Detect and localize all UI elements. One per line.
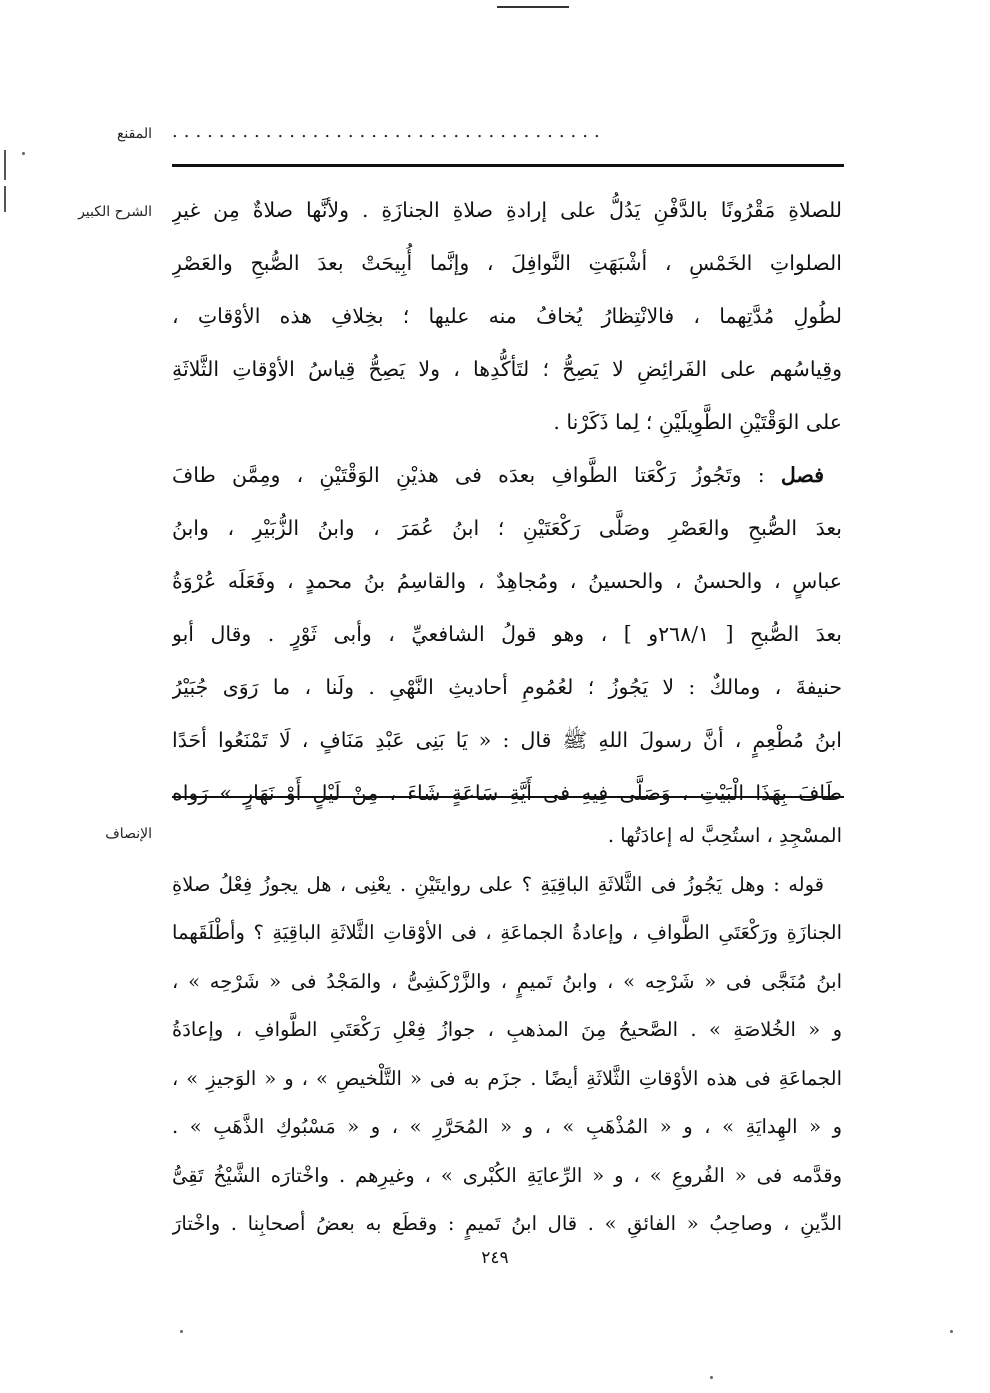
text-line: وقدَّمه فى « الفُروعِ » ، و « الرِّعايَةِ الكُبْرى » ، وغيرِهم . واخْتارَه الشَّيْخُ تَقِىُّ [172, 1163, 842, 1187]
text-line: و « الخُلاصَةِ » . الصَّحيحُ مِنَ المذهبِ ، جوازُ فِعْلِ رَكْعَتَىِ الطَّوافِ ، وإعادَةُ [172, 1018, 842, 1041]
text-line: بعدَ الصُّبحِ [ ٢٦٨/١و ] ، وهو قولُ الشافعيِّ ، وأبى ثَوْرٍ . وقال أبو [172, 622, 842, 646]
section-label-sharh: الشرح الكبير [78, 204, 152, 220]
scan-speck [950, 1330, 953, 1333]
fasl-line-text: : وتَجُوزُ رَكْعَتا الطَّوافِ بعدَه فى هذيْنِ الوَقْتَيْنِ ، ومِمَّن طافَ [172, 463, 765, 487]
fasl-heading: فصل [780, 463, 824, 487]
text-line: و « الهِدايَةِ » ، و « المُذْهَبِ » ، و « المُحَرَّرِ » ، و « مَسْبُوكِ الذَّهَبِ » . [172, 1115, 842, 1138]
scan-speck [180, 1330, 183, 1333]
text-line: ابنُ مُنَجَّى فى « شَرْحِه » ، وابنُ تَميمٍ ، والزَّرْكَشِىُّ ، والمَجْدُ فى « شَرْحِه » ، [172, 969, 842, 993]
text-line: قوله : وهل يَجُوزُ فى الثَّلاثَةِ الباقِيَةِ ؟ على روايتَيْنِ . يعْنِى ، هل يجوزُ فِعْلُ صلاةِ [172, 872, 824, 896]
header-dotted-leader: ..................................... [172, 122, 606, 142]
section-divider-rule [172, 796, 844, 798]
sharh-text-block [172, 184, 842, 820]
running-title: المقنع [116, 126, 152, 142]
section-label-insaf: الإنصاف [105, 826, 152, 842]
text-line: المسْجِدِ ، استُحِبَّ له إعادَتُها . [607, 824, 842, 847]
text-line: طَافَ بِهَذَا الْبَيْتِ ، وَصَلَّى فِيهِ فى أَيَّةِ سَاعَةٍ شَاءَ ، مِنْ لَيْلٍ أَوْ نَهَارٍ » رَواه [172, 781, 842, 805]
header-rule [172, 164, 844, 167]
scan-edge-mark [4, 150, 6, 180]
insaf-text-block [172, 812, 842, 1249]
text-line: عباسٍ ، والحسنُ ، والحسينُ ، ومُجاهِدٌ ، والقاسِمُ بنُ محمدٍ ، وفَعَلَه عُرْوَةُ [172, 569, 842, 593]
scan-speck [22, 152, 25, 155]
top-edge-rule [497, 6, 569, 8]
text-line: بعدَ الصُّبحِ والعَصْرِ وصَلَّى رَكْعَتَيْنِ ؛ ابنُ عُمَرَ ، وابنُ الزُّبَيْرِ ، وابنُ [172, 516, 842, 540]
text-line: ابنُ مُطْعِمٍ ، أنَّ رسولَ اللهِ ﷺ قال : « يَا بَنِى عَبْدِ مَنَافٍ ، لَا تَمْنَعُوا أحَدًا [172, 728, 842, 752]
text-line: الجنازَةِ ورَكْعَتَىِ الطَّوافِ ، وإعادةُ الجماعَةِ ، فى الأوْقاتِ الثَّلاثَةِ الباقِيَةِ ؟ وأطْلَقَهما [172, 921, 842, 944]
text-line: للصلاةِ مَقْرُونًا بالدَّفْنِ يَدُلُّ على إرادةِ صلاةِ الجنازَةِ . ولأنَّها صلاةٌ مِن غيرِ [172, 198, 842, 222]
text-line: الدِّينِ ، وصاحِبُ « الفائقِ » . قال ابنُ تَميمٍ : وقطَع به بعضُ أصحابِنا . واخْتارَ [172, 1212, 842, 1235]
page-number: ٢٤٩ [481, 1248, 509, 1268]
scan-speck [710, 1376, 713, 1379]
text-line: لطُولِ مُدَّتِهما ، فالانْتِظارُ يُخافُ منه عليها ؛ بخِلافِ هذه الأوْقاتِ ، [172, 304, 842, 328]
text-line: حنيفةَ ، ومالكٌ : لا يَجُوزُ ؛ لعُمُومِ أحاديثِ النَّهْىِ . ولَنا ، ما رَوَى جُبَيْرُ [172, 675, 842, 699]
scan-edge-mark [4, 186, 6, 212]
text-line: على الوَقْتَيْنِ الطَّوِيلَيْنِ ؛ لِما ذَكَرْنا . [553, 410, 842, 434]
text-line: وقِياسُهم على الفَرائِضِ لا يَصِحُّ ؛ لتَأكُّدِها ، ولا يَصِحُّ قِياسُ الأوْقاتِ الثَّلاثَةِ [172, 357, 842, 381]
fasl-line [172, 449, 842, 502]
text-line: الصلواتِ الخَمْسِ ، أشْبَهَتِ النَّوافِلَ ، وإنَّما أُبِيحَتْ بعدَ الصُّبحِ والعَصْرِ [172, 251, 842, 275]
text-line: الجماعَةِ فى هذه الأوْقاتِ الثَّلاثَةِ أيضًا . جزَم به فى « التَّلْخيصِ » ، و « الوَجيزِ » ، [172, 1066, 842, 1090]
